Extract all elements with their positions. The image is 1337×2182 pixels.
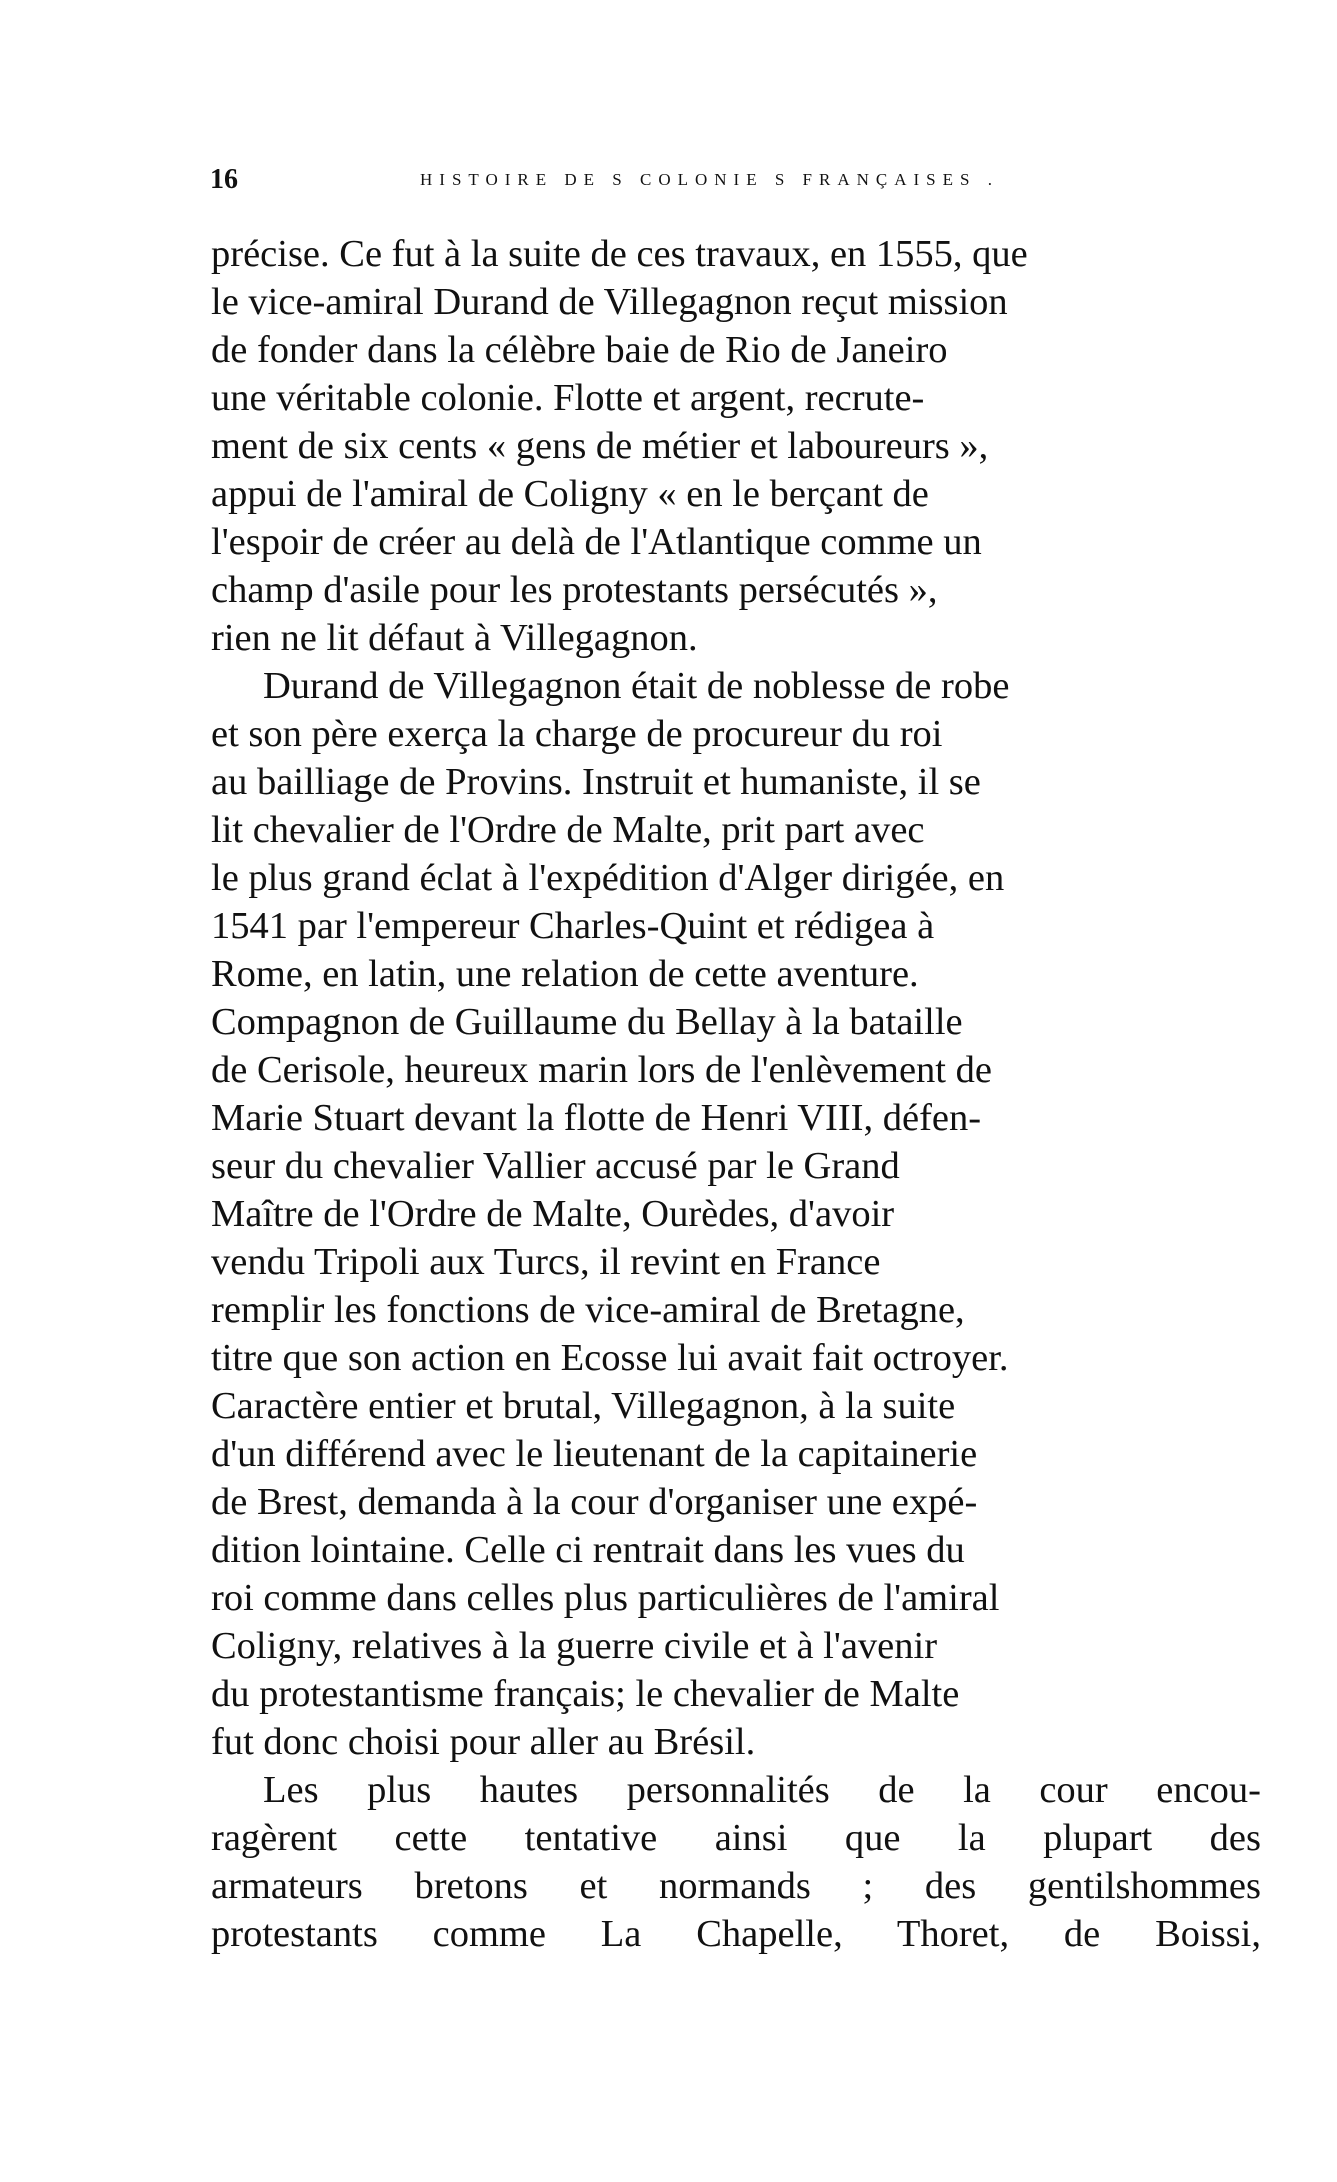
paragraph-3: Les plus hautes personnalités de la cour encou- ragèrent cette tentative ainsi que la plupart des armateurs bretons et normands ; des gentilshommes protestants comme La Chapelle, Thoret, de Boissi,	[211, 1769, 1261, 1955]
running-title: HISTOIRE DE S COLONIE S FRANÇAISES .	[420, 170, 999, 189]
body-text	[211, 230, 1261, 1958]
paragraph-2: Durand de Villegagnon était de noblesse de robe et son père exerça la charge de procureur du roi au bailliage de Provins. Instruit et humaniste, il se lit chevalier de l'Ordre de Malte, prit part avec le plus grand éclat à l'expédition d'Alger dirigée, en 1541 par l'empereur Charles-Quint et rédigea à Rome, en latin, une relation de cette aventure. Compagnon de Guillaume du Bellay à la bataille de Cerisole, heureux marin lors de l'enlèvement de Marie Stuart devant la flotte de Henri VIII, défen- seur du chevalier Vallier accusé par le Grand Maître de l'Ordre de Malte, Ourèdes, d'avoir vendu Tripoli aux Turcs, il revint en France remplir les fonctions de vice-amiral de Bretagne, titre que son action en Ecosse lui avait fait octroyer. Caractère entier et brutal, Villegagnon, à la suite d'un différend avec le lieutenant de la capitainerie de Brest, demanda à la cour d'organiser une expé- dition lointaine. Celle ci rentrait dans les vues du roi comme dans celles plus particulières de l'amiral Coligny, relatives à la guerre civile et à l'avenir du protestantisme français; le chevalier de Malte fut donc choisi pour aller au Brésil.	[211, 665, 1010, 1763]
running-head	[210, 160, 1270, 200]
paragraph-1: précise. Ce fut à la suite de ces travaux, en 1555, que le vice-amiral Durand de Villegagnon reçut mission de fonder dans la célèbre baie de Rio de Janeiro une véritable colonie. Flotte et argent, recrute- ment de six cents « gens de métier et laboureurs », appui de l'amiral de Coligny « en le berçant de l'espoir de créer au delà de l'Atlantique comme un champ d'asile pour les protestants persécutés », rien ne lit défaut à Villegagnon.	[211, 233, 1028, 659]
page-number: 16	[210, 164, 238, 195]
